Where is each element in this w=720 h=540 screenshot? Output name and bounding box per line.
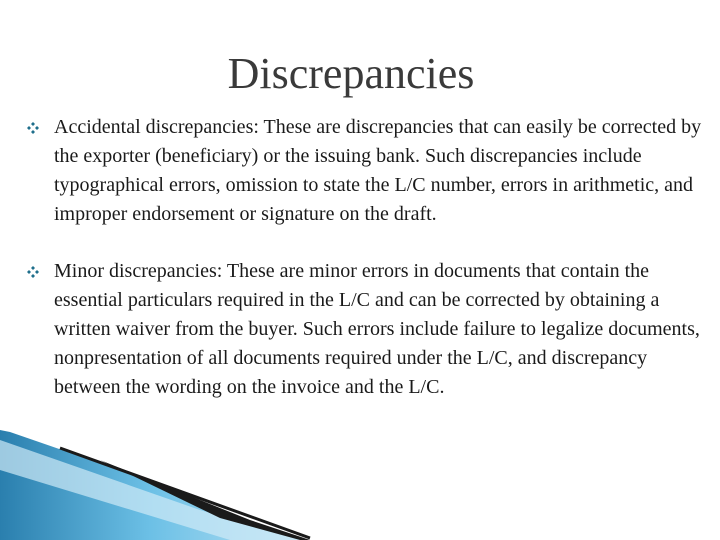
- bullet-list: [22, 113, 702, 430]
- four-diamond-bullet-icon: [27, 266, 39, 278]
- corner-swoosh-decoration: [0, 430, 720, 540]
- bullet-term: Accidental discrepancies:: [54, 116, 259, 138]
- bullet-item-accidental: [22, 113, 702, 229]
- bullet-text: These are minor errors in documents that contain the essential particulars required in the L/C and can be corrected by obtaining a written waiver from the buyer. Such errors include failure to legalize documents, nonpresentation of all documents required under the L/C, and discrepancy between the wording on the invoice and the L/C.: [54, 260, 700, 398]
- four-diamond-bullet-icon: [27, 122, 39, 134]
- bullet-text: These are discrepancies that can easily be corrected by the exporter (beneficiary) or the issuing bank. Such discrepancies include typographical errors, omission to state the L/C number, errors in arithmetic, and improper endorsement or signature on the draft.: [54, 116, 702, 225]
- bullet-item-minor: [22, 257, 702, 402]
- slide-title: Discrepancies: [227, 49, 475, 98]
- bullet-term: Minor discrepancies:: [54, 260, 223, 282]
